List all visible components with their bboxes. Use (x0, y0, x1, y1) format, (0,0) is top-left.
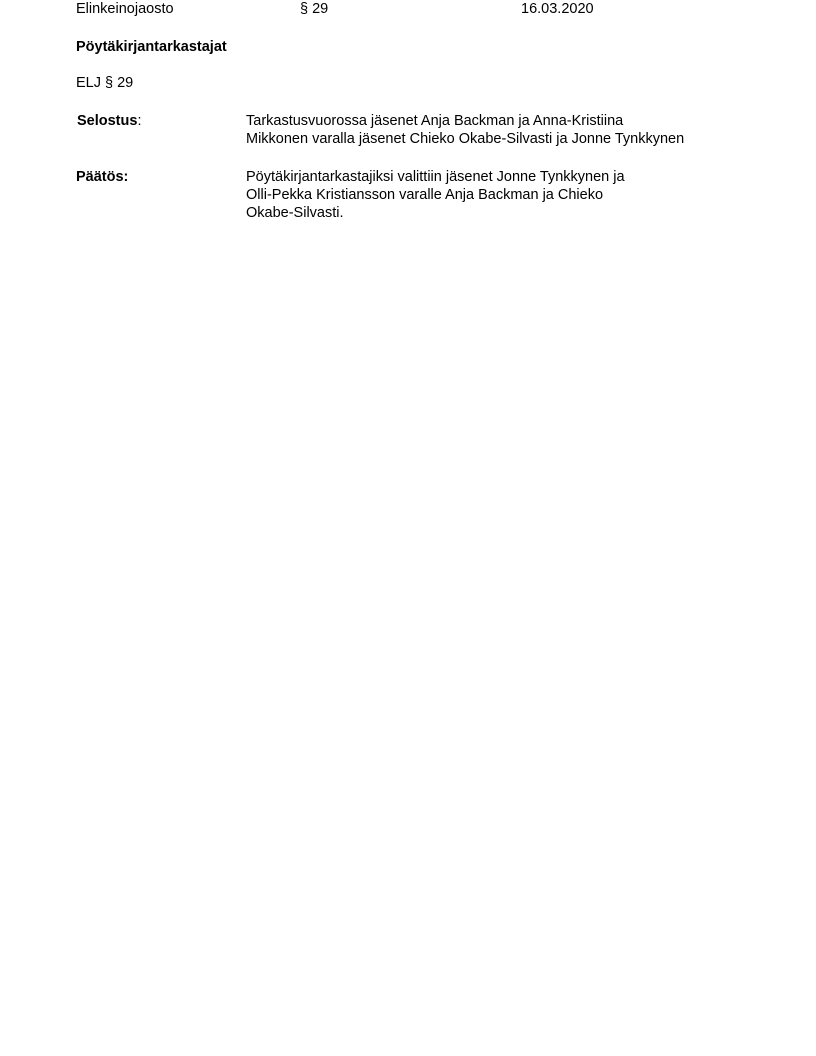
selostus-label-group (77, 112, 141, 130)
selostus-label-colon: : (137, 113, 142, 129)
header-section-number: § 29 (300, 1, 329, 17)
paatos-label: Päätös: (76, 169, 129, 185)
item-reference: ELJ § 29 (76, 75, 134, 91)
item-title: Pöytäkirjantarkastajat (76, 39, 227, 55)
header-body-name: Elinkeinojaosto (76, 1, 174, 17)
selostus-text: Tarkastusvuorossa jäsenet Anja Backman ja Anna-Kristiina Mikkonen varalla jäsenet Chieko Okabe-Silvasti ja Jonne Tynkkynen (246, 113, 685, 147)
selostus-label: Selostus (77, 113, 138, 129)
paatos-text: Pöytäkirjantarkastajiksi valittiin jäsenet Jonne Tynkkynen ja Olli-Pekka Kristiansson varalle Anja Backman ja Chieko Okabe-Silvasti. (246, 169, 625, 221)
header-date: 16.03.2020 (521, 1, 594, 17)
paatos-label-group (76, 168, 128, 186)
